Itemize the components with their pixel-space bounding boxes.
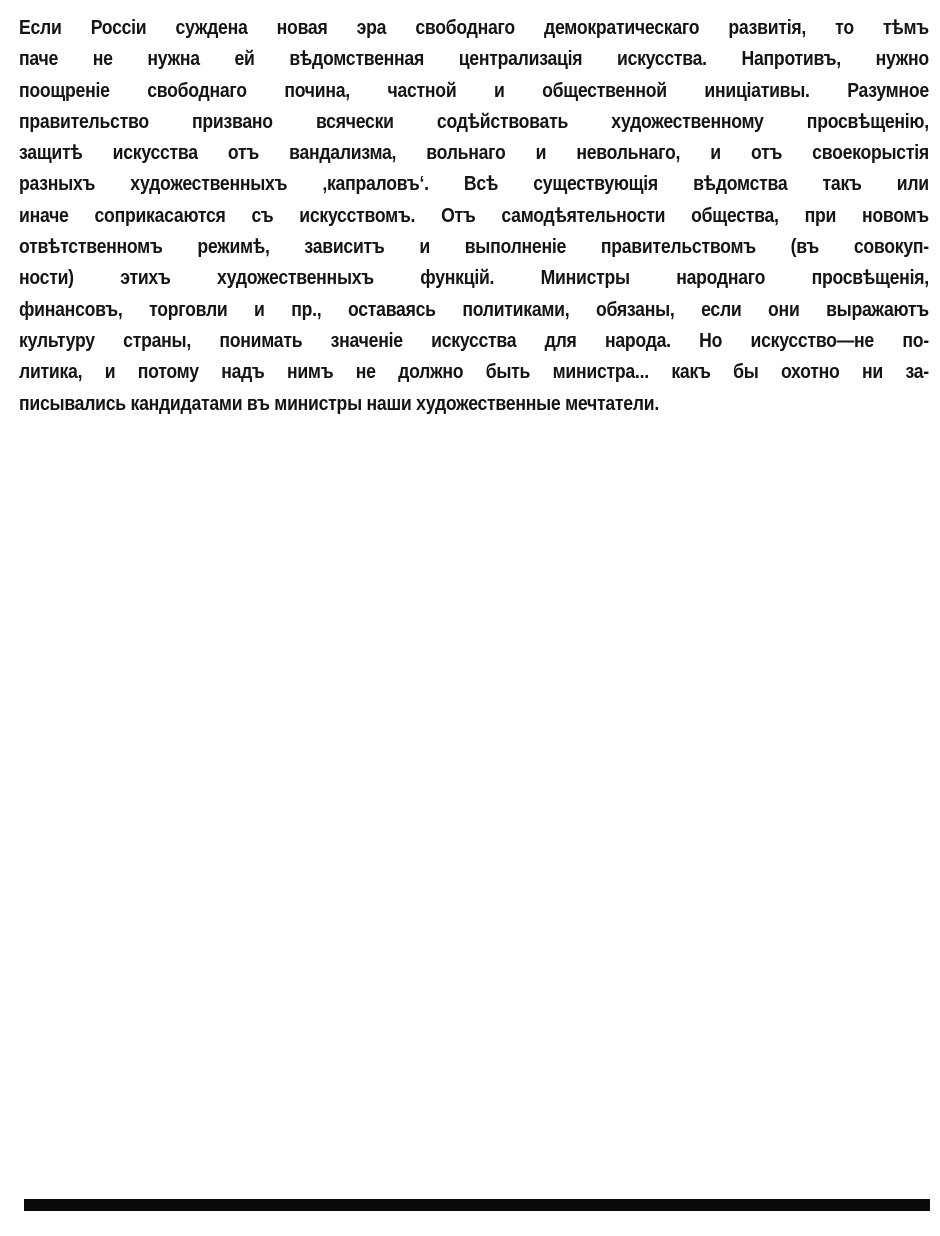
text-line: писывались кандидатами въ министры наши художественные мечтатели. (19, 391, 659, 415)
bottom-rule (24, 1199, 930, 1211)
text-line: ности) этихъ художественныхъ функцій. Министры народнаго просвѣщенія, (19, 266, 929, 290)
text-line: финансовъ, торговли и пр., оставаясь политиками, обязаны, если они выражаютъ (19, 297, 929, 321)
text-line: отвѣтственномъ режимѣ, зависитъ и выполненіе правительствомъ (въ совокуп- (19, 235, 929, 259)
text-line: Если Россіи суждена новая эра свободнаго демократическаго развитія, то тѣмъ (19, 16, 929, 39)
text-line: иначе соприкасаются съ искусствомъ. Отъ самодѣятельности общества, при новомъ (19, 203, 929, 227)
body-paragraph (19, 12, 929, 419)
text-line: правительство призвано всячески содѣйствовать художественному просвѣщенію, (19, 109, 929, 133)
text-line: разныхъ художественныхъ ‚капраловъ‘. Всѣ существующія вѣдомства такъ или (19, 172, 929, 196)
text-line: паче не нужна ей вѣдомственная централизація искусства. Напротивъ, нужно (19, 47, 929, 71)
text-line: литика, и потому надъ нимъ не должно быть министра... какъ бы охотно ни за- (19, 360, 929, 384)
text-line: культуру страны, понимать значеніе искусства для народа. Но искусство—не по- (19, 328, 929, 352)
text-line: защитѣ искусства отъ вандализма, вольнаго и невольнаго, и отъ своекорыстія (19, 141, 929, 165)
text-line: поощреніе свободнаго почина, частной и общественной иниціативы. Разумное (19, 78, 929, 102)
